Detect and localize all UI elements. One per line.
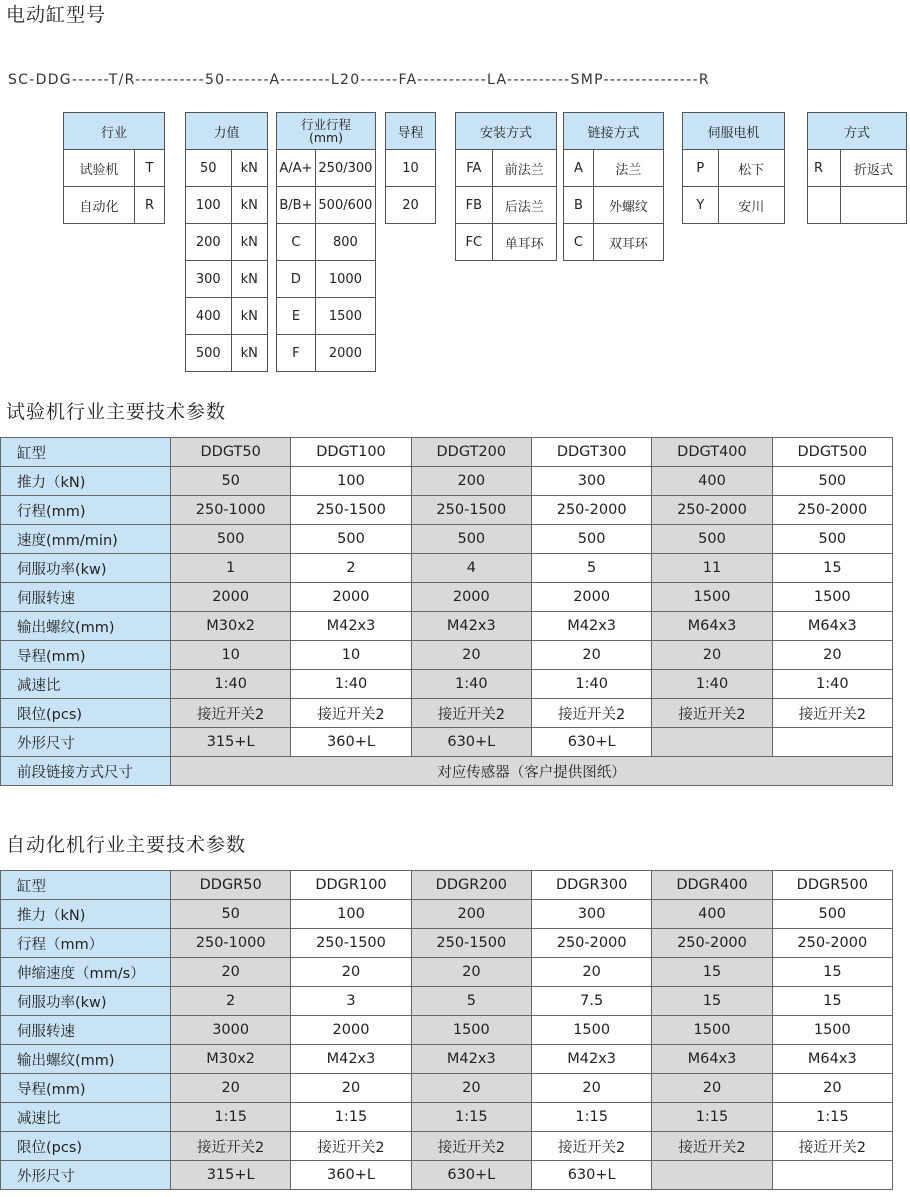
row-label: 速度(mm/min) xyxy=(1,525,171,554)
table-row xyxy=(1,1045,893,1074)
table-cell: 20 xyxy=(531,1074,651,1103)
table-cell: 20 xyxy=(531,641,651,670)
table-cell: DDGT300 xyxy=(531,438,651,467)
table-cell: DDGR100 xyxy=(291,871,411,900)
mode-header: 方式 xyxy=(808,113,907,150)
table-cell: DDGT50 xyxy=(171,438,291,467)
force-box xyxy=(185,112,268,372)
row-label: 输出螺纹(mm) xyxy=(1,612,171,641)
force-unit: kN xyxy=(231,335,267,372)
lead-value: 10 xyxy=(386,150,436,187)
table-cell: 3 xyxy=(291,987,411,1016)
mount-code: FA xyxy=(456,150,493,187)
force-value: 300 xyxy=(186,261,232,298)
force-value: 50 xyxy=(186,150,232,187)
table-cell: 接近开关2 xyxy=(171,1132,291,1161)
table-cell: 15 xyxy=(772,987,892,1016)
table-cell: 2000 xyxy=(291,583,411,612)
table-cell: 250-1500 xyxy=(411,496,531,525)
merged-cell: 对应传感器（客户提供图纸） xyxy=(171,757,893,786)
table-cell: DDGR500 xyxy=(772,871,892,900)
table-cell: 20 xyxy=(291,1074,411,1103)
table-row xyxy=(1,987,893,1016)
industry-box xyxy=(63,112,165,224)
table-cell: DDGR50 xyxy=(171,871,291,900)
table-cell: M30x2 xyxy=(171,1045,291,1074)
mount-name: 单耳环 xyxy=(492,224,556,261)
table-row xyxy=(1,871,893,900)
row-label: 外形尺寸 xyxy=(1,1161,171,1190)
table-cell: 500 xyxy=(291,525,411,554)
table-cell: 20 xyxy=(652,1074,772,1103)
table-cell: DDGT500 xyxy=(772,438,892,467)
table-row xyxy=(1,525,893,554)
table-cell: 接近开关2 xyxy=(411,699,531,728)
table-cell: 3000 xyxy=(171,1016,291,1045)
table-cell: 1:15 xyxy=(171,1103,291,1132)
table-row xyxy=(1,929,893,958)
table-cell: 250-2000 xyxy=(772,929,892,958)
table-cell: 10 xyxy=(291,641,411,670)
table-cell: 1:15 xyxy=(531,1103,651,1132)
table-cell: 250-2000 xyxy=(652,929,772,958)
table-cell: DDGT400 xyxy=(652,438,772,467)
mount-name: 前法兰 xyxy=(492,150,556,187)
motor-box xyxy=(682,112,785,224)
table-cell: 630+L xyxy=(531,1161,651,1190)
row-label: 伸缩速度（mm/s） xyxy=(1,958,171,987)
row-label: 减速比 xyxy=(1,670,171,699)
table-cell: 20 xyxy=(772,641,892,670)
force-value: 200 xyxy=(186,224,232,261)
lead-header: 导程 xyxy=(386,113,436,150)
row-label: 缸型 xyxy=(1,438,171,467)
table-cell: 1:15 xyxy=(652,1103,772,1132)
link-code: A xyxy=(564,150,594,187)
table-cell: 接近开关2 xyxy=(531,1132,651,1161)
table-row xyxy=(1,670,893,699)
force-value: 100 xyxy=(186,187,232,224)
link-name: 法兰 xyxy=(593,150,663,187)
motor-brand: 松下 xyxy=(718,150,784,187)
row-label: 限位(pcs) xyxy=(1,699,171,728)
lead-value: 20 xyxy=(386,187,436,224)
table-cell: 20 xyxy=(171,1074,291,1103)
table-cell: 接近开关2 xyxy=(772,699,892,728)
table-cell: 接近开关2 xyxy=(411,1132,531,1161)
page-title: 电动缸型号 xyxy=(6,4,107,26)
table-row xyxy=(1,496,893,525)
table-cell: 250-2000 xyxy=(531,929,651,958)
stroke-value: 1000 xyxy=(315,261,375,298)
industry-name: 自动化 xyxy=(64,187,135,224)
table-cell: 5 xyxy=(411,987,531,1016)
row-label: 行程(mm) xyxy=(1,496,171,525)
table-cell: 4 xyxy=(411,554,531,583)
stroke-value: 800 xyxy=(315,224,375,261)
table-cell: M42x3 xyxy=(411,612,531,641)
table-cell: 630+L xyxy=(411,1161,531,1190)
table-row xyxy=(1,641,893,670)
table-cell: DDGR300 xyxy=(531,871,651,900)
model-code: SC-DDG------T/R-----------50-------A--------L20------FA-----------LA----------SMP---------------R xyxy=(8,72,710,88)
table-row xyxy=(1,1161,893,1190)
link-name: 双耳环 xyxy=(593,224,663,261)
industry-name: 试验机 xyxy=(64,150,135,187)
table-cell: 1:40 xyxy=(171,670,291,699)
table-cell: 1:40 xyxy=(531,670,651,699)
industry-code: R xyxy=(134,187,164,224)
table-cell: 200 xyxy=(411,467,531,496)
table-cell: M64x3 xyxy=(772,612,892,641)
mount-code: FB xyxy=(456,187,493,224)
row-label: 导程(mm) xyxy=(1,1074,171,1103)
row-label: 推力（kN) xyxy=(1,900,171,929)
table-cell: 400 xyxy=(652,467,772,496)
table-cell: 500 xyxy=(772,900,892,929)
link-header: 链接方式 xyxy=(564,113,664,150)
stroke-value: 2000 xyxy=(315,335,375,372)
table-cell: 360+L xyxy=(291,1161,411,1190)
mount-code: FC xyxy=(456,224,493,261)
table-cell: 接近开关2 xyxy=(531,699,651,728)
table-cell: 500 xyxy=(171,525,291,554)
table-cell: DDGT100 xyxy=(291,438,411,467)
table-row xyxy=(1,728,893,757)
table-cell: DDGR200 xyxy=(411,871,531,900)
row-label: 限位(pcs) xyxy=(1,1132,171,1161)
table-cell: 20 xyxy=(652,641,772,670)
table-cell: M42x3 xyxy=(531,612,651,641)
row-label: 前段链接方式尺寸 xyxy=(1,757,171,786)
table-cell: 50 xyxy=(171,467,291,496)
table-row xyxy=(1,958,893,987)
table-cell: 500 xyxy=(772,525,892,554)
table-cell xyxy=(772,1161,892,1190)
table-cell: 1:15 xyxy=(411,1103,531,1132)
table-cell: 1500 xyxy=(411,1016,531,1045)
table-cell: 20 xyxy=(772,1074,892,1103)
table-cell: 接近开关2 xyxy=(652,1132,772,1161)
table-cell: M42x3 xyxy=(291,612,411,641)
table-cell: 200 xyxy=(411,900,531,929)
table-cell: M30x2 xyxy=(171,612,291,641)
table-row xyxy=(1,554,893,583)
mode-box xyxy=(807,112,907,224)
link-code: C xyxy=(564,224,594,261)
force-unit: kN xyxy=(231,224,267,261)
table-cell: 1:40 xyxy=(291,670,411,699)
table-cell: 2000 xyxy=(531,583,651,612)
mode-code: R xyxy=(808,150,841,187)
table-row xyxy=(1,583,893,612)
row-label: 导程(mm) xyxy=(1,641,171,670)
table-row xyxy=(1,900,893,929)
row-label: 伺服转速 xyxy=(1,583,171,612)
table-cell: 15 xyxy=(652,958,772,987)
table-cell: 1500 xyxy=(772,583,892,612)
table-cell: 1:40 xyxy=(411,670,531,699)
table-cell: 100 xyxy=(291,467,411,496)
stroke-header-line2: (mm) xyxy=(308,130,344,145)
table-cell: 2000 xyxy=(171,583,291,612)
table-row xyxy=(1,438,893,467)
table-row xyxy=(1,467,893,496)
stroke-value: 500/600 xyxy=(315,187,375,224)
table-cell: 500 xyxy=(411,525,531,554)
table-cell: 15 xyxy=(652,987,772,1016)
table-cell: 1 xyxy=(171,554,291,583)
table-cell: M42x3 xyxy=(411,1045,531,1074)
mode-code xyxy=(808,187,841,224)
force-header: 力值 xyxy=(186,113,268,150)
stroke-header-line1: 行业行程 xyxy=(300,117,351,132)
stroke-code: C xyxy=(277,224,316,261)
motor-brand: 安川 xyxy=(718,187,784,224)
force-value: 400 xyxy=(186,298,232,335)
table-cell: 1500 xyxy=(772,1016,892,1045)
test-table-title: 试验机行业主要技术参数 xyxy=(6,401,227,423)
row-label: 伺服转速 xyxy=(1,1016,171,1045)
table-cell: 1:40 xyxy=(772,670,892,699)
test-spec-table xyxy=(0,437,893,786)
table-cell: 20 xyxy=(411,641,531,670)
table-cell: 20 xyxy=(531,958,651,987)
table-row xyxy=(1,1132,893,1161)
table-row xyxy=(1,1016,893,1045)
table-cell: 10 xyxy=(171,641,291,670)
table-cell: 1:15 xyxy=(772,1103,892,1132)
table-cell: 15 xyxy=(772,554,892,583)
motor-header: 伺服电机 xyxy=(683,113,785,150)
row-label: 外形尺寸 xyxy=(1,728,171,757)
table-cell: M64x3 xyxy=(772,1045,892,1074)
link-code: B xyxy=(564,187,594,224)
table-cell: 1:15 xyxy=(291,1103,411,1132)
table-cell: 250-1500 xyxy=(291,496,411,525)
force-value: 500 xyxy=(186,335,232,372)
table-cell: 接近开关2 xyxy=(772,1132,892,1161)
table-row xyxy=(1,1074,893,1103)
stroke-value: 250/300 xyxy=(315,150,375,187)
table-cell: 5 xyxy=(531,554,651,583)
table-cell: 2000 xyxy=(291,1016,411,1045)
table-cell: 250-1000 xyxy=(171,929,291,958)
table-cell: 7.5 xyxy=(531,987,651,1016)
table-cell: 接近开关2 xyxy=(291,1132,411,1161)
force-unit: kN xyxy=(231,261,267,298)
stroke-code: A/A+ xyxy=(277,150,316,187)
table-cell: 360+L xyxy=(291,728,411,757)
table-row xyxy=(1,1103,893,1132)
row-label: 伺服功率(kw) xyxy=(1,987,171,1016)
table-cell: 250-2000 xyxy=(531,496,651,525)
table-cell: 500 xyxy=(772,467,892,496)
stroke-header xyxy=(277,113,376,150)
table-cell: 500 xyxy=(652,525,772,554)
table-cell: 2000 xyxy=(411,583,531,612)
table-cell: 300 xyxy=(531,467,651,496)
table-cell: 20 xyxy=(291,958,411,987)
auto-table-title: 自动化机行业主要技术参数 xyxy=(6,834,247,856)
table-cell: 630+L xyxy=(531,728,651,757)
link-box xyxy=(563,112,664,261)
table-cell: 15 xyxy=(772,958,892,987)
table-cell: 250-1500 xyxy=(291,929,411,958)
table-row xyxy=(1,612,893,641)
industry-code: T xyxy=(134,150,164,187)
table-cell: M64x3 xyxy=(652,1045,772,1074)
table-cell: 11 xyxy=(652,554,772,583)
table-cell: 250-2000 xyxy=(772,496,892,525)
table-cell xyxy=(772,728,892,757)
stroke-code: F xyxy=(277,335,316,372)
stroke-code: D xyxy=(277,261,316,298)
motor-code: Y xyxy=(683,187,719,224)
table-cell: M42x3 xyxy=(291,1045,411,1074)
industry-header: 行业 xyxy=(64,113,165,150)
table-cell: DDGR400 xyxy=(652,871,772,900)
stroke-code: B/B+ xyxy=(277,187,316,224)
mount-box xyxy=(455,112,557,261)
table-cell: 20 xyxy=(171,958,291,987)
link-name: 外螺纹 xyxy=(593,187,663,224)
auto-spec-table xyxy=(0,870,893,1190)
table-cell: 300 xyxy=(531,900,651,929)
table-cell: 1500 xyxy=(652,583,772,612)
row-label: 缸型 xyxy=(1,871,171,900)
table-cell xyxy=(652,1161,772,1190)
row-label: 行程（mm） xyxy=(1,929,171,958)
table-cell: 接近开关2 xyxy=(652,699,772,728)
stroke-code: E xyxy=(277,298,316,335)
table-cell: 接近开关2 xyxy=(291,699,411,728)
motor-code: P xyxy=(683,150,719,187)
table-cell: DDGT200 xyxy=(411,438,531,467)
table-cell: M64x3 xyxy=(652,612,772,641)
table-cell: 100 xyxy=(291,900,411,929)
table-row xyxy=(1,757,893,786)
row-label: 输出螺纹(mm) xyxy=(1,1045,171,1074)
stroke-box xyxy=(276,112,376,372)
mount-header: 安装方式 xyxy=(456,113,557,150)
table-cell: 20 xyxy=(411,1074,531,1103)
row-label: 伺服功率(kw) xyxy=(1,554,171,583)
table-cell: 50 xyxy=(171,900,291,929)
table-cell: 2 xyxy=(291,554,411,583)
table-cell: 接近开关2 xyxy=(171,699,291,728)
table-cell: 500 xyxy=(531,525,651,554)
force-unit: kN xyxy=(231,187,267,224)
mount-name: 后法兰 xyxy=(492,187,556,224)
row-label: 推力（kN) xyxy=(1,467,171,496)
table-cell xyxy=(652,728,772,757)
table-cell: 250-1500 xyxy=(411,929,531,958)
table-cell: 315+L xyxy=(171,1161,291,1190)
table-cell: 400 xyxy=(652,900,772,929)
table-cell: 250-2000 xyxy=(652,496,772,525)
force-unit: kN xyxy=(231,298,267,335)
table-cell: 315+L xyxy=(171,728,291,757)
table-cell: 2 xyxy=(171,987,291,1016)
mode-name: 折返式 xyxy=(841,150,907,187)
mode-name xyxy=(841,187,907,224)
table-cell: 1:40 xyxy=(652,670,772,699)
table-cell: 20 xyxy=(411,958,531,987)
table-cell: M42x3 xyxy=(531,1045,651,1074)
table-cell: 630+L xyxy=(411,728,531,757)
table-cell: 250-1000 xyxy=(171,496,291,525)
force-unit: kN xyxy=(231,150,267,187)
table-cell: 1500 xyxy=(531,1016,651,1045)
table-cell: 1500 xyxy=(652,1016,772,1045)
stroke-value: 1500 xyxy=(315,298,375,335)
row-label: 减速比 xyxy=(1,1103,171,1132)
table-row xyxy=(1,699,893,728)
lead-box xyxy=(385,112,436,224)
